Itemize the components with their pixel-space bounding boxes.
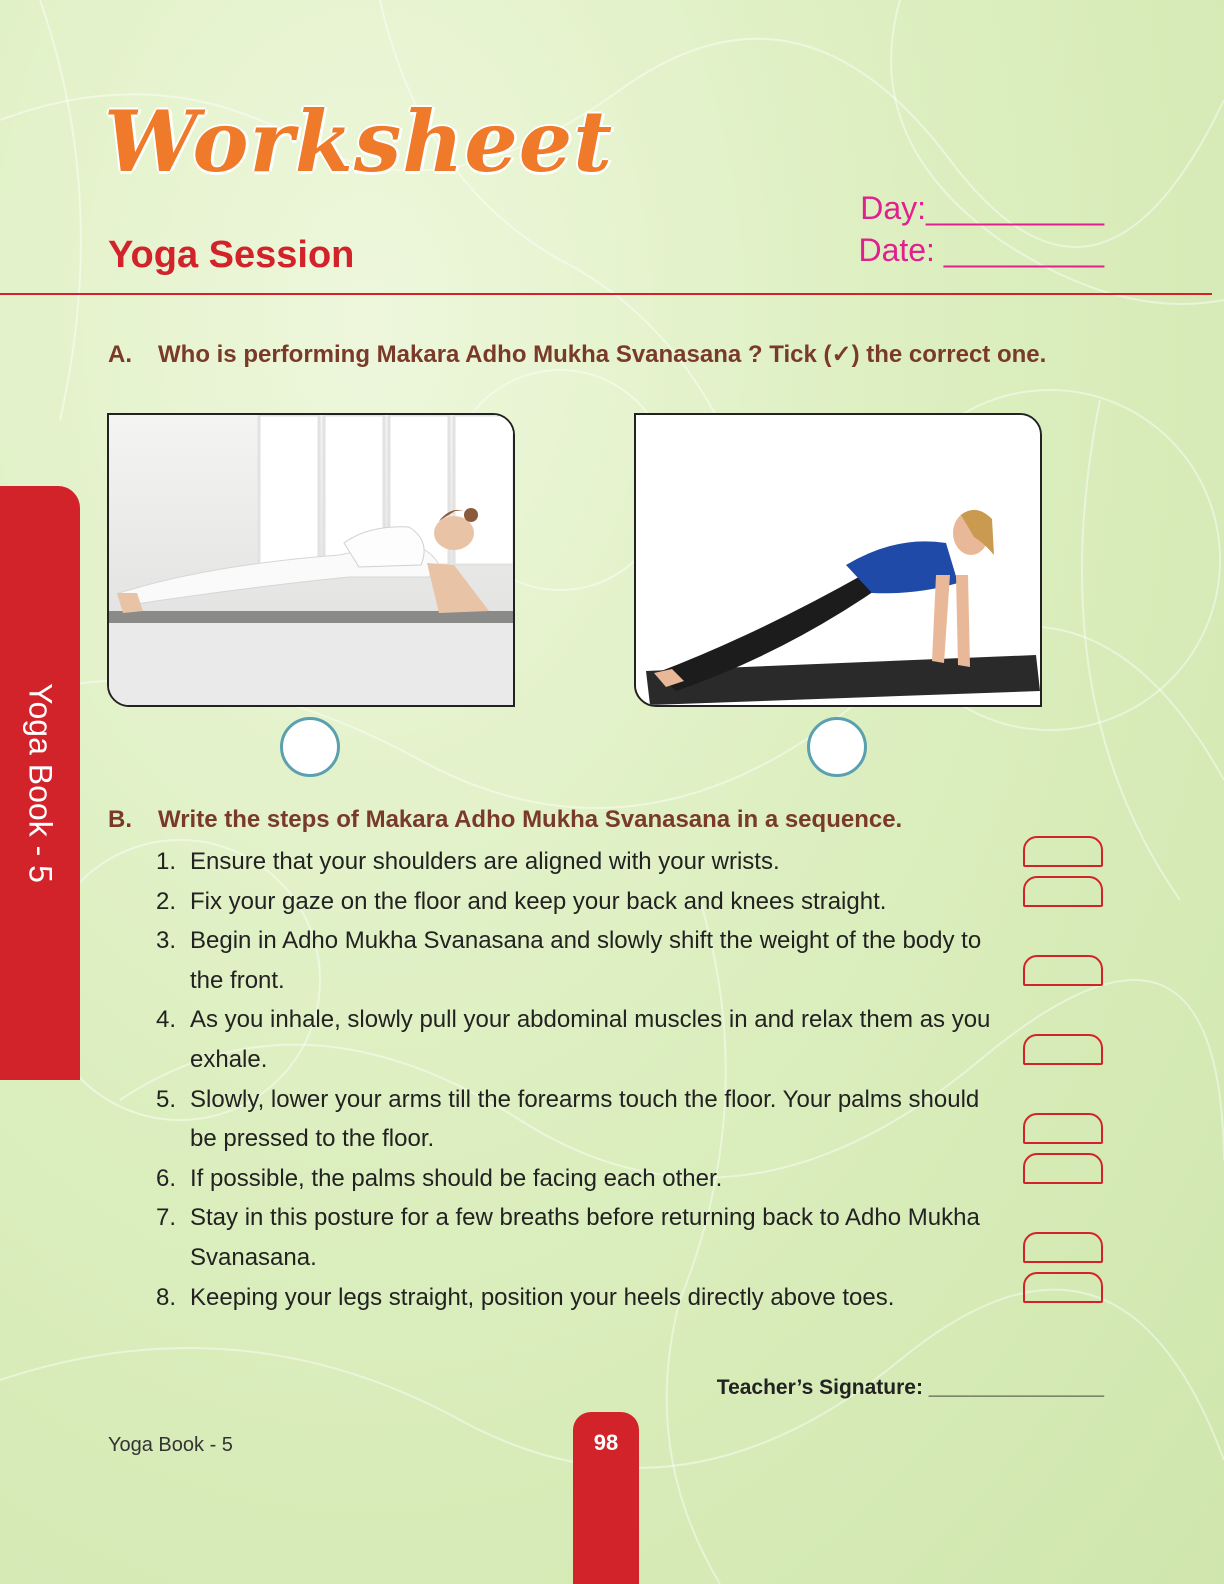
tick-circle-option-1[interactable] — [280, 717, 340, 777]
sequence-answer-box[interactable] — [1023, 836, 1103, 867]
step-number: 6. — [155, 1164, 176, 1192]
steps-list — [124, 842, 994, 1317]
question-b — [108, 806, 902, 834]
sequence-answer-box[interactable] — [1023, 1113, 1103, 1144]
sequence-answer-box[interactable] — [1023, 955, 1103, 986]
step-item — [124, 1198, 994, 1277]
question-a — [108, 340, 1046, 369]
question-b-text: Write the steps of Makara Adho Mukha Svanasana in a sequence. — [158, 806, 903, 833]
question-a-text: Who is performing Makara Adho Mukha Svanasana ? Tick (✓) the correct one. — [158, 341, 1047, 368]
step-text: Fix your gaze on the floor and keep your back and knees straight. — [190, 887, 887, 915]
step-item — [124, 921, 994, 1000]
step-number: 8. — [155, 1283, 176, 1311]
step-number: 5. — [155, 1085, 176, 1113]
step-text: Begin in Adho Mukha Svanasana and slowly shift the weight of the body to the front. — [190, 927, 982, 994]
page-number: 98 — [593, 1430, 619, 1455]
date-field[interactable]: Date: _________ — [858, 232, 1104, 268]
footer-book-title: Yoga Book - 5 — [108, 1434, 233, 1456]
step-item — [124, 1278, 994, 1318]
page-number-tab — [573, 1412, 639, 1584]
step-number: 7. — [155, 1204, 176, 1232]
sequence-answer-box[interactable] — [1023, 1153, 1103, 1184]
worksheet-title: Worksheet — [104, 92, 614, 191]
tick-circle-option-2[interactable] — [807, 717, 867, 777]
side-tab-label: Yoga Book - 5 — [22, 683, 59, 883]
step-text: Stay in this posture for a few breaths before returning back to Adho Mukha Svanasana. — [190, 1204, 980, 1271]
session-subtitle: Yoga Session — [108, 234, 355, 276]
step-item — [124, 882, 994, 922]
sequence-answer-box[interactable] — [1023, 1232, 1103, 1263]
step-item — [124, 1159, 994, 1199]
forearm-plank-photo — [107, 413, 515, 707]
step-text: Ensure that your shoulders are aligned with your wrists. — [190, 848, 780, 875]
reverse-plank-photo — [634, 413, 1042, 707]
step-text: As you inhale, slowly pull your abdominal muscles in and relax them as you exhale. — [190, 1006, 991, 1073]
step-number: 1. — [155, 848, 176, 875]
question-a-letter: A. — [108, 341, 132, 368]
sequence-answer-box[interactable] — [1023, 1272, 1103, 1303]
step-item — [124, 1000, 994, 1079]
teacher-signature[interactable]: Teacher’s Signature: _______________ — [716, 1376, 1104, 1399]
step-text: Slowly, lower your arms till the forearms touch the floor. Your palms should be pressed to the floor. — [190, 1085, 980, 1153]
header-divider — [0, 293, 1212, 295]
sequence-answer-box[interactable] — [1023, 876, 1103, 907]
step-number: 3. — [155, 927, 176, 955]
sequence-answer-box[interactable] — [1023, 1034, 1103, 1065]
step-number: 4. — [155, 1006, 176, 1034]
step-item — [124, 842, 994, 882]
question-b-letter: B. — [108, 806, 132, 833]
step-number: 2. — [155, 887, 176, 915]
step-text: Keeping your legs straight, position your heels directly above toes. — [190, 1283, 895, 1311]
day-field[interactable]: Day:__________ — [860, 190, 1104, 226]
side-tab — [0, 486, 80, 1080]
step-item — [124, 1080, 994, 1159]
step-text: If possible, the palms should be facing each other. — [190, 1164, 723, 1192]
